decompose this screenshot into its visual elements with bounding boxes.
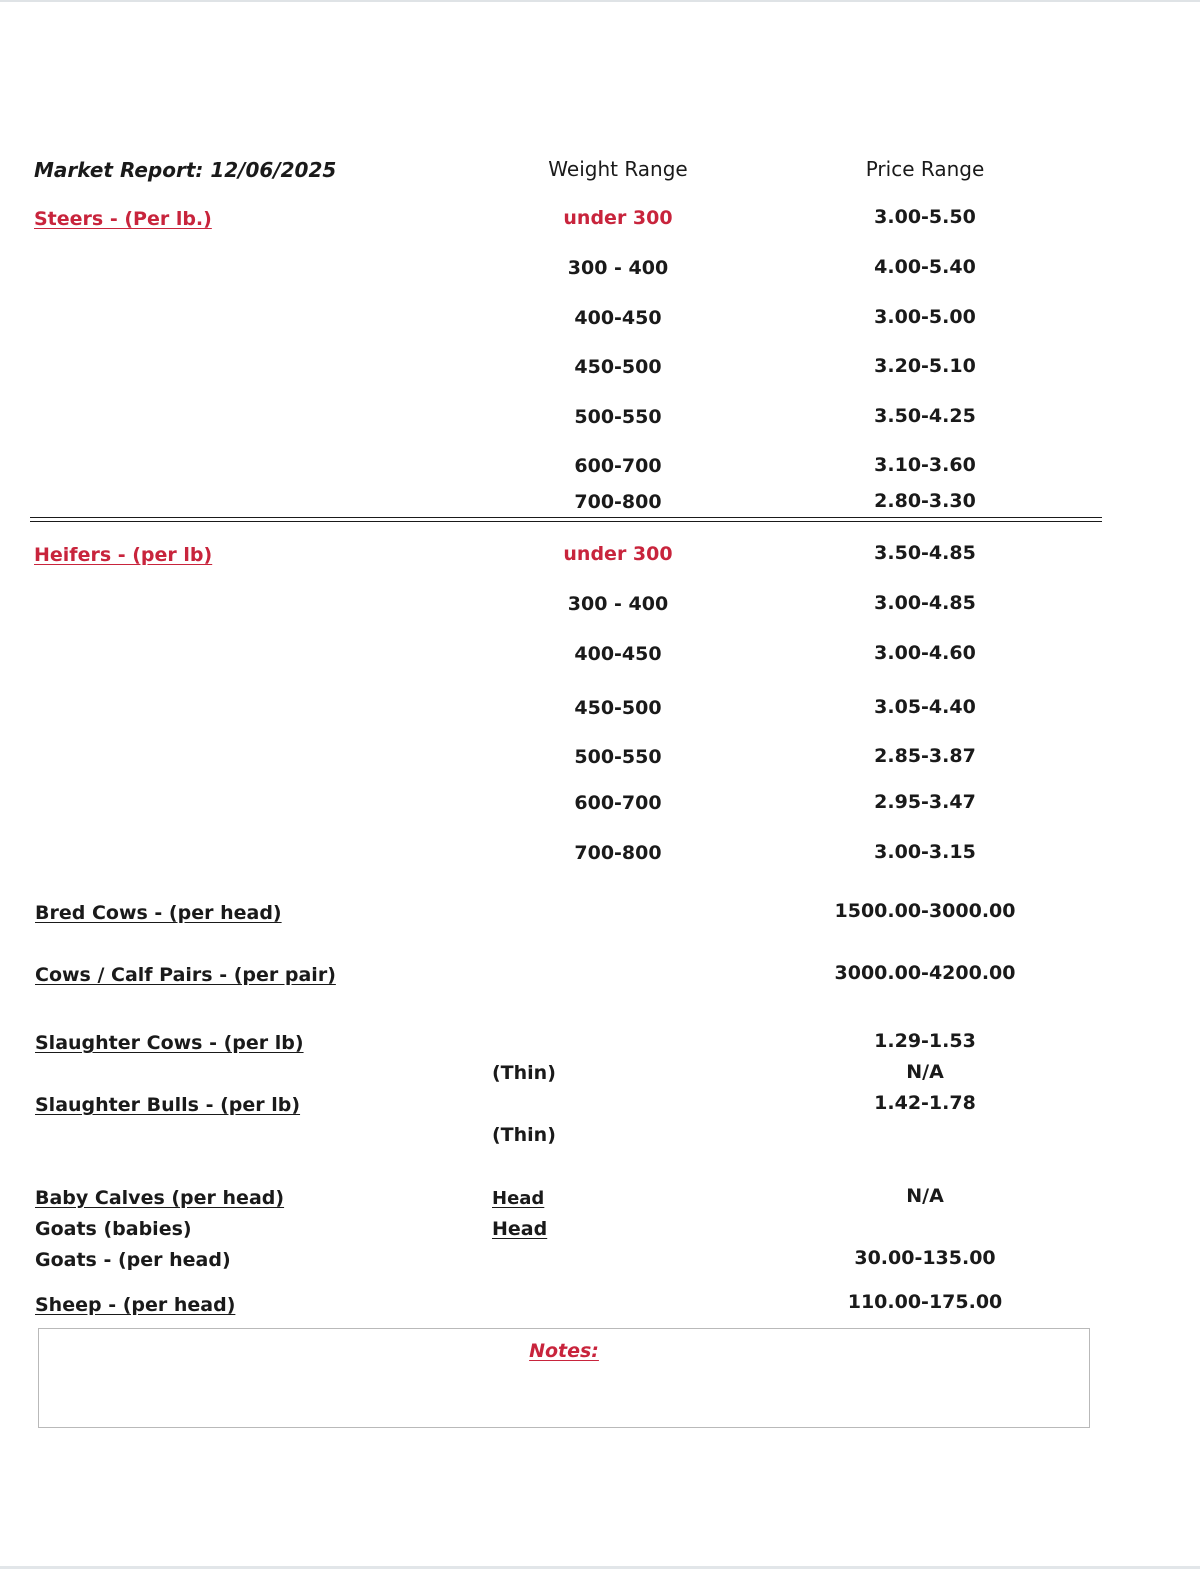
slaughter-bulls-price: 1.42-1.78 <box>874 1092 976 1114</box>
goats-price: 30.00-135.00 <box>854 1247 996 1269</box>
steers-label: Steers - (Per lb.) <box>34 208 212 230</box>
report-title: Market Report: 12/06/2025 <box>34 158 337 182</box>
heifers-price: 2.95-3.47 <box>874 791 976 813</box>
steers-price: 3.00-5.50 <box>874 206 976 228</box>
heifers-weight: under 300 <box>563 543 673 565</box>
steers-weight: under 300 <box>563 207 673 229</box>
bred-cows-price: 1500.00-3000.00 <box>834 900 1016 922</box>
slaughter-cows-price: 1.29-1.53 <box>874 1030 976 1052</box>
slaughter-bulls-label: Slaughter Bulls - (per lb) <box>35 1094 301 1116</box>
steers-weight: 500-550 <box>574 406 662 428</box>
steers-price: 2.80-3.30 <box>874 490 976 512</box>
heifers-weight: 500-550 <box>574 746 662 768</box>
steers-price: 3.20-5.10 <box>874 355 976 377</box>
sheep-label: Sheep - (per head) <box>35 1294 236 1316</box>
weight-range-header: Weight Range <box>548 157 688 181</box>
heifers-label: Heifers - (per lb) <box>34 544 213 566</box>
steers-weight: 450-500 <box>574 356 662 378</box>
price-range-header: Price Range <box>865 157 985 181</box>
bred-cows-label: Bred Cows - (per head) <box>35 902 282 924</box>
heifers-price: 3.00-4.85 <box>874 592 976 614</box>
steers-weight: 300 - 400 <box>567 257 669 279</box>
heifers-price: 2.85-3.87 <box>874 745 976 767</box>
goats-babies-unit: Head <box>492 1218 548 1240</box>
cow-calf-pairs-label: Cows / Calf Pairs - (per pair) <box>35 964 336 986</box>
slaughter-cows-thin-price: N/A <box>906 1061 944 1083</box>
steers-price: 4.00-5.40 <box>874 256 976 278</box>
baby-calves-unit: Head <box>492 1188 545 1209</box>
steers-price: 3.50-4.25 <box>874 405 976 427</box>
baby-calves-label: Baby Calves (per head) <box>35 1187 285 1209</box>
heifers-price: 3.00-4.60 <box>874 642 976 664</box>
steers-weight: 600-700 <box>574 455 662 477</box>
section-divider <box>30 517 1102 518</box>
heifers-weight: 700-800 <box>574 842 662 864</box>
heifers-weight: 400-450 <box>574 643 662 665</box>
steers-weight: 700-800 <box>574 491 662 513</box>
goats-label: Goats - (per head) <box>35 1249 231 1271</box>
heifers-price: 3.05-4.40 <box>874 696 976 718</box>
slaughter-cows-thin-label: (Thin) <box>492 1062 556 1084</box>
notes-label: Notes: <box>529 1340 599 1362</box>
scan-edge-top <box>0 0 1200 2</box>
heifers-price: 3.00-3.15 <box>874 841 976 863</box>
slaughter-bulls-thin-label: (Thin) <box>492 1124 556 1146</box>
steers-price: 3.10-3.60 <box>874 454 976 476</box>
heifers-weight: 600-700 <box>574 792 662 814</box>
heifers-weight: 300 - 400 <box>567 593 669 615</box>
heifers-weight: 450-500 <box>574 697 662 719</box>
sheep-price: 110.00-175.00 <box>847 1291 1003 1313</box>
steers-weight: 400-450 <box>574 307 662 329</box>
heifers-price: 3.50-4.85 <box>874 542 976 564</box>
slaughter-cows-label: Slaughter Cows - (per lb) <box>35 1032 304 1054</box>
section-divider <box>30 521 1102 522</box>
baby-calves-price: N/A <box>906 1185 944 1207</box>
steers-price: 3.00-5.00 <box>874 306 976 328</box>
cow-calf-pairs-price: 3000.00-4200.00 <box>834 962 1016 984</box>
goats-babies-label: Goats (babies) <box>35 1218 192 1240</box>
